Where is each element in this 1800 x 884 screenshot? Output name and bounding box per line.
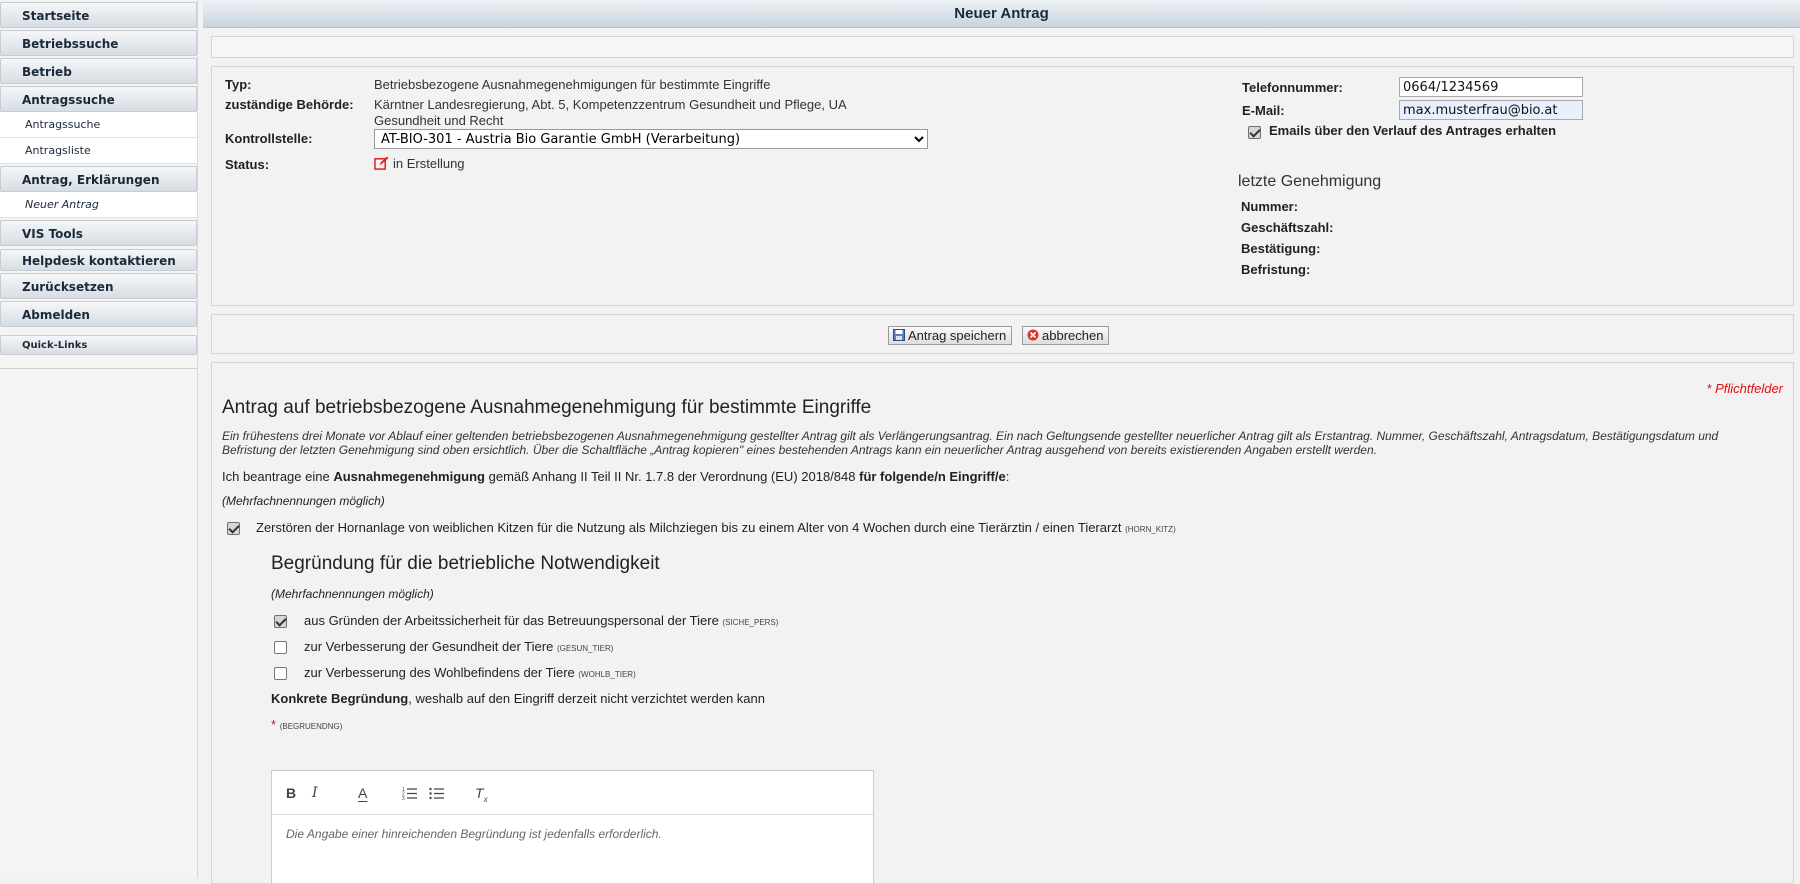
email-input[interactable] [1399, 100, 1583, 120]
konkret-rest: , weshalb auf den Eingriff derzeit nicht verzichtet werden kann [408, 691, 765, 706]
reason-3-label: zur Verbesserung des Wohlbefindens der Tiere [304, 665, 575, 680]
begruendung-code: (BEGRUENDNG) [279, 722, 343, 731]
form-panel [211, 362, 1794, 884]
italic-icon[interactable]: I [312, 785, 318, 801]
quick-links-body [0, 355, 197, 369]
reason-3-checkbox[interactable] [274, 667, 287, 680]
geschaeftszahl-label: Geschäftszahl: [1241, 220, 1334, 235]
eingriff-code: (HORN_KITZ) [1125, 525, 1176, 534]
nav-vis-tools[interactable]: VIS Tools [0, 220, 197, 246]
reason-3 [304, 665, 636, 680]
typ-label: Typ: [225, 77, 252, 92]
kontrollstelle-label: Kontrollstelle: [225, 131, 313, 146]
request-bold2: für folgende/n Eingriff/e [859, 469, 1006, 484]
eingriff-label-wrap [256, 520, 1176, 535]
required-fields-note: * Pflichtfelder [1706, 381, 1783, 396]
reason-1-checkbox[interactable] [274, 615, 287, 628]
nav-betriebssuche[interactable]: Betriebssuche [0, 30, 197, 56]
nav-sub-antragssuche[interactable]: Antragssuche [0, 112, 197, 138]
status-value-wrap [374, 156, 465, 171]
konkret-label [271, 691, 765, 706]
form-intro [222, 429, 1792, 457]
main-content [203, 0, 1800, 878]
svg-text:2: 2 [402, 791, 405, 798]
behoerde-label: zuständige Behörde: [225, 97, 354, 112]
nav-helpdesk[interactable]: Helpdesk kontaktieren [0, 249, 197, 271]
bestaetigung-label: Bestätigung: [1241, 241, 1321, 256]
quick-links-header[interactable]: Quick-Links [0, 335, 197, 355]
request-pre: Ich beantrage eine [222, 469, 334, 484]
status-value: in Erstellung [393, 156, 465, 171]
request-mid: gemäß Anhang II Teil II Nr. 1.7.8 der Verordnung (EU) 2018/848 [485, 469, 860, 484]
bullet-list-icon[interactable] [429, 786, 444, 800]
typ-value: Betriebsbezogene Ausnahmegenehmigungen für bestimmte Eingriffe [374, 77, 771, 92]
request-post: : [1005, 469, 1010, 484]
reason-1-label: aus Gründen der Arbeitssicherheit für das Betreuungspersonal der Tiere [304, 613, 719, 628]
form-intro-line2: Befristung der letzten Genehmigung sind oben ersichtlich. Über die Schaltfläche „Antrag kopieren" eines bestehenden Antrags kann ein neuerlicher Antrag ausgehend von bereits existierenden Angaben erstellt werden. [222, 443, 1377, 457]
nav-betrieb[interactable]: Betrieb [0, 58, 197, 84]
save-button[interactable] [888, 326, 1012, 345]
save-label: Antrag speichern [908, 328, 1007, 343]
reason-1-code: (SICHE_PERS) [722, 618, 779, 627]
svg-text:1: 1 [402, 787, 405, 793]
cancel-button[interactable] [1022, 326, 1109, 345]
reason-3-code: (WOHLB_TIER) [578, 670, 636, 679]
message-bar [211, 36, 1794, 58]
telefon-label: Telefonnummer: [1242, 80, 1343, 95]
reason-2-code: (GESUN_TIER) [556, 644, 614, 653]
nav-sub-antragsliste[interactable]: Antragsliste [0, 138, 197, 164]
begruendung-editor [271, 770, 874, 884]
email-notify-label: Emails über den Verlauf des Antrages erhalten [1269, 123, 1557, 138]
reason-2 [304, 639, 613, 654]
cancel-label: abbrechen [1042, 328, 1104, 343]
mehrfach-note-2: (Mehrfachnennungen möglich) [271, 587, 434, 601]
nav-antragssuche[interactable]: Antragssuche [0, 86, 197, 112]
behoerde-value-line2: Gesundheit und Recht [374, 113, 504, 128]
letzte-genehmigung-title: letzte Genehmigung [1238, 173, 1382, 190]
info-panel [211, 66, 1794, 306]
editor-body[interactable]: Die Angabe einer hinreichenden Begründung ist jedenfalls erforderlich. [286, 827, 662, 841]
reason-2-checkbox-wrap [274, 639, 287, 654]
kontrollstelle-select[interactable] [374, 129, 928, 149]
eingriff-checkbox[interactable] [227, 522, 240, 535]
request-bold1: Ausnahmegenehmigung [333, 469, 485, 484]
request-statement [222, 469, 1009, 484]
bold-icon[interactable]: B [286, 785, 297, 801]
reason-2-label: zur Verbesserung der Gesundheit der Tiere [304, 639, 554, 654]
reason-1-checkbox-wrap [274, 613, 287, 628]
befristung-label: Befristung: [1241, 262, 1311, 277]
nav-sub-neuer-antrag[interactable]: Neuer Antrag [0, 192, 197, 218]
page-title: Neuer Antrag [203, 0, 1800, 28]
reason-1 [304, 613, 778, 628]
status-label: Status: [225, 157, 270, 172]
editor-toolbar [272, 771, 873, 815]
nav-startseite[interactable]: Startseite [0, 2, 197, 28]
nav-antrag-erklaerungen[interactable]: Antrag, Erklärungen [0, 166, 197, 192]
font-color-icon[interactable]: A [358, 785, 368, 801]
form-intro-line1: Ein frühestens drei Monate vor Ablauf einer geltenden betriebsbezogenen Ausnahmegenehmigung gestellter Antrag gilt als Verlängerungsantrag. Ein nach Geltungsende gestellter neuerlicher Antrag gilt als Erstantrag. Nummer, Geschäftszahl, Antragsdatum, Bestätigungsdatum und [222, 429, 1719, 443]
edit-icon [374, 156, 389, 170]
svg-text:3: 3 [402, 796, 405, 800]
telefon-input[interactable] [1399, 77, 1583, 97]
nav-zuruecksetzen[interactable]: Zurücksetzen [0, 273, 197, 299]
nummer-label: Nummer: [1241, 199, 1299, 214]
reason-3-checkbox-wrap [274, 665, 287, 680]
nav-abmelden[interactable]: Abmelden [0, 301, 197, 327]
clear-format-icon[interactable]: $T_x$ [475, 785, 488, 804]
email-notify-checkbox-wrap [1248, 124, 1261, 139]
ordered-list-icon[interactable] [402, 786, 417, 800]
eingriff-label: Zerstören der Hornanlage von weiblichen Kitzen für die Nutzung als Milchziegen bis zu einem Alter von 4 Wochen durch eine Tierärztin / einen Tierarzt [256, 520, 1122, 535]
reason-2-checkbox[interactable] [274, 641, 287, 654]
email-label: E-Mail: [1242, 103, 1285, 118]
cancel-icon [1027, 329, 1039, 341]
required-star: * [271, 717, 277, 732]
mehrfach-note: (Mehrfachnennungen möglich) [222, 494, 385, 508]
action-bar [211, 314, 1794, 354]
email-notify-checkbox[interactable] [1248, 126, 1261, 139]
begruendung-title: Begründung für die betriebliche Notwendigkeit [271, 553, 660, 574]
konkret-bold: Konkrete Begründung [271, 691, 409, 706]
begruendung-required [271, 717, 342, 732]
save-icon [893, 329, 905, 341]
behoerde-value-line1: Kärntner Landesregierung, Abt. 5, Kompetenzzentrum Gesundheit und Pflege, UA [374, 97, 847, 112]
form-title: Antrag auf betriebsbezogene Ausnahmegenehmigung für bestimmte Eingriffe [222, 397, 872, 418]
eingriff-checkbox-wrap [227, 520, 240, 535]
sidebar-nav [0, 0, 198, 878]
